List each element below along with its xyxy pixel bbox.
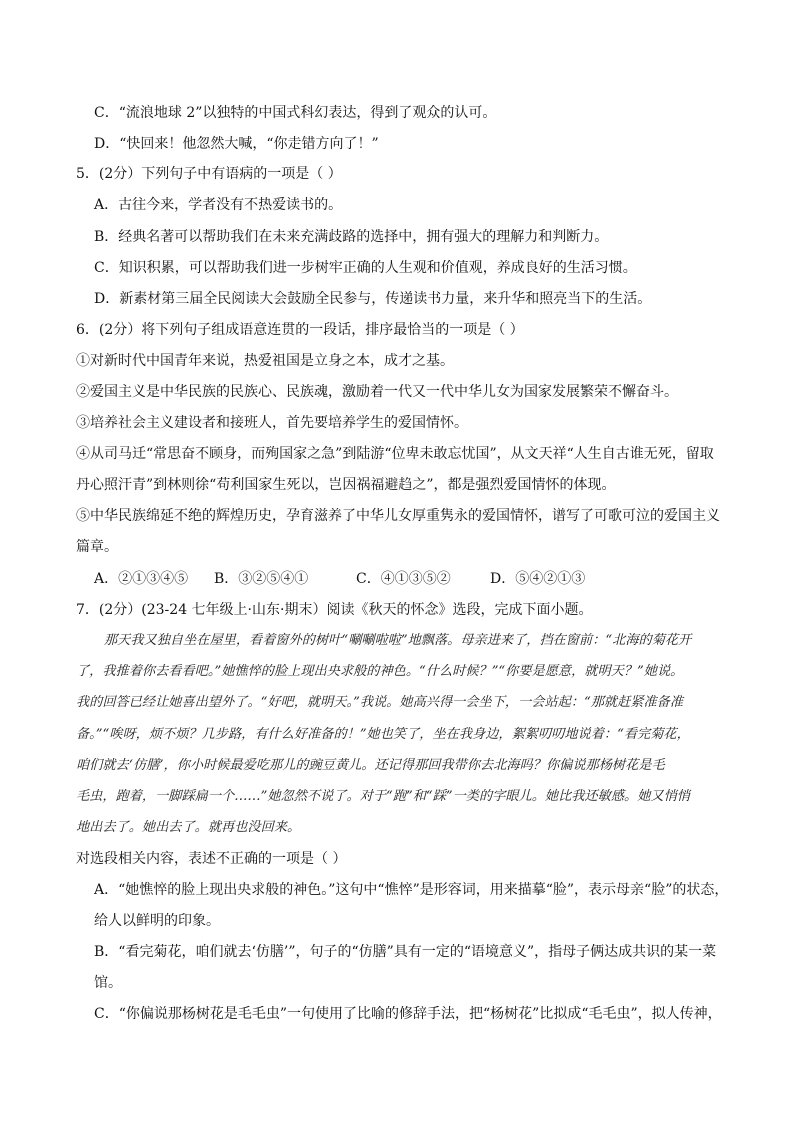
q6-sentence-5-line-1: ⑤中华民族绵延不绝的辉煌历史，孕育滋养了中华儿女厚重隽永的爱国情怀，谱写了可歌可泣的爱国主义: [76, 508, 720, 524]
q7-passage-line-5: 咱们就去‘仿膳’，你小时候最爱吃那儿的豌豆黄儿。还记得那回我带你去北海吗？你偏说那杨树花是毛: [76, 758, 665, 773]
q7-option-b-line-2: 馆。: [94, 975, 122, 991]
q6-stem: 6．(2分）将下列句子组成语意连贯的一段话，排序最恰当的一项是（ ）: [76, 322, 524, 338]
q7-passage-line-7: 地出去了。她出去了。就再也没回来。: [76, 820, 301, 835]
q6-option-a: A．②①③④⑤: [94, 571, 189, 587]
q5-stem: 5．(2分）下列句子中有语病的一项是（ ）: [76, 166, 342, 182]
q6-sentence-3: ③培养社会主义建设者和接班人，首先要培养学生的爱国情怀。: [76, 415, 468, 431]
q6-sentence-4-line-2: 丹心照汗青”到林则徐“苟利国家生死以，岂因祸福避趋之”，都是强烈爱国情怀的体现。: [76, 477, 616, 493]
q6-option-b: B．③②⑤④①: [214, 571, 309, 587]
q6-sentence-1: ①对新时代中国青年来说，热爱祖国是立身之本，成才之基。: [76, 353, 454, 369]
q7-stem: 7．(2分）(23-24 七年级上·山东·期末）阅读《秋天的怀念》选段，完成下面小题。: [76, 602, 593, 618]
q5-option-c: C．知识积累，可以帮助我们进一步树牢正确的人生观和价值观，养成良好的生活习惯。: [94, 260, 637, 276]
q4-option-d: D．“快回来！他忽然大喊，“你走错方向了！”: [94, 136, 379, 152]
q4-option-c: C．“流浪地球 2”以独特的中国式科幻表达，得到了观众的认可。: [94, 105, 497, 121]
q5-option-b: B．经典名著可以帮助我们在未来充满歧路的选择中，拥有强大的理解力和判断力。: [94, 229, 609, 245]
q7-passage-line-6: 毛虫，跑着，一脚踩扁一个……”她忽然不说了。对于“跑”和“踩”一类的字眼儿。她比我还敏感。她又悄悄: [76, 789, 690, 804]
q7-option-b-line-1: B．“看完菊花，咱们就去‘仿膳’”，句子的“仿膳”具有一定的“语境意义”，指母子俩达成共识的某一菜: [94, 944, 717, 960]
q7-option-a-line-2: 给人以鲜明的印象。: [94, 913, 220, 929]
q6-option-c: C．④①③⑤②: [356, 571, 451, 587]
q6-sentence-4-line-1: ④从司马迁“常思奋不顾身，而殉国家之急”到陆游“位卑未敢忘忧国”，从文天祥“人生自古谁无死，留取: [76, 446, 714, 462]
q7-sub-stem: 对选段相关内容，表述不正确的一项是（ ）: [76, 851, 347, 867]
q7-option-c-line-1: C．“你偏说那杨树花是毛毛虫”一句使用了比喻的修辞手法，把“杨树花”比拟成“毛毛虫”，拟人传神，: [94, 1006, 722, 1022]
q6-sentence-5-line-2: 篇章。: [76, 539, 118, 555]
q7-passage-line-4: 备。”“唉呀，烦不烦？几步路，有什么好准备的！”她也笑了，坐在我身边，絮絮叨叨地说着：“看完菊花，: [76, 727, 690, 742]
q7-option-a-line-1: A．“她憔悴的脸上现出央求般的神色。”这句中“憔悴”是形容词，用来描摹“脸”，表示母亲“脸”的状态，: [94, 882, 729, 898]
q6-option-d: D．⑤④②①③: [490, 571, 586, 587]
q7-passage-line-3: 我的回答已经让她喜出望外了。“好吧，就明天。”我说。她高兴得一会坐下，一会站起：“那就赶紧准备准: [76, 695, 684, 710]
q5-option-d: D．新素材第三届全民阅读大会鼓励全民参与，传递读书力量，来升华和照亮当下的生活。: [94, 291, 652, 307]
q5-option-a: A．古往今来，学者没有不热爱读书的。: [94, 197, 343, 213]
q7-passage-line-1: 那天我又独自坐在屋里，看着窗外的树叶“唰唰啦啦”地飘落。母亲进来了，挡在窗前：“北海的菊花开: [104, 633, 692, 648]
q7-passage-line-2: 了，我推着你去看看吧。”她憔悴的脸上现出央求般的神色。“什么时候？”“你要是愿意，就明天？”她说。: [76, 664, 684, 679]
q6-sentence-2: ②爱国主义是中华民族的民族心、民族魂，激励着一代又一代中华儿女为国家发展繁荣不懈奋斗。: [76, 384, 678, 400]
